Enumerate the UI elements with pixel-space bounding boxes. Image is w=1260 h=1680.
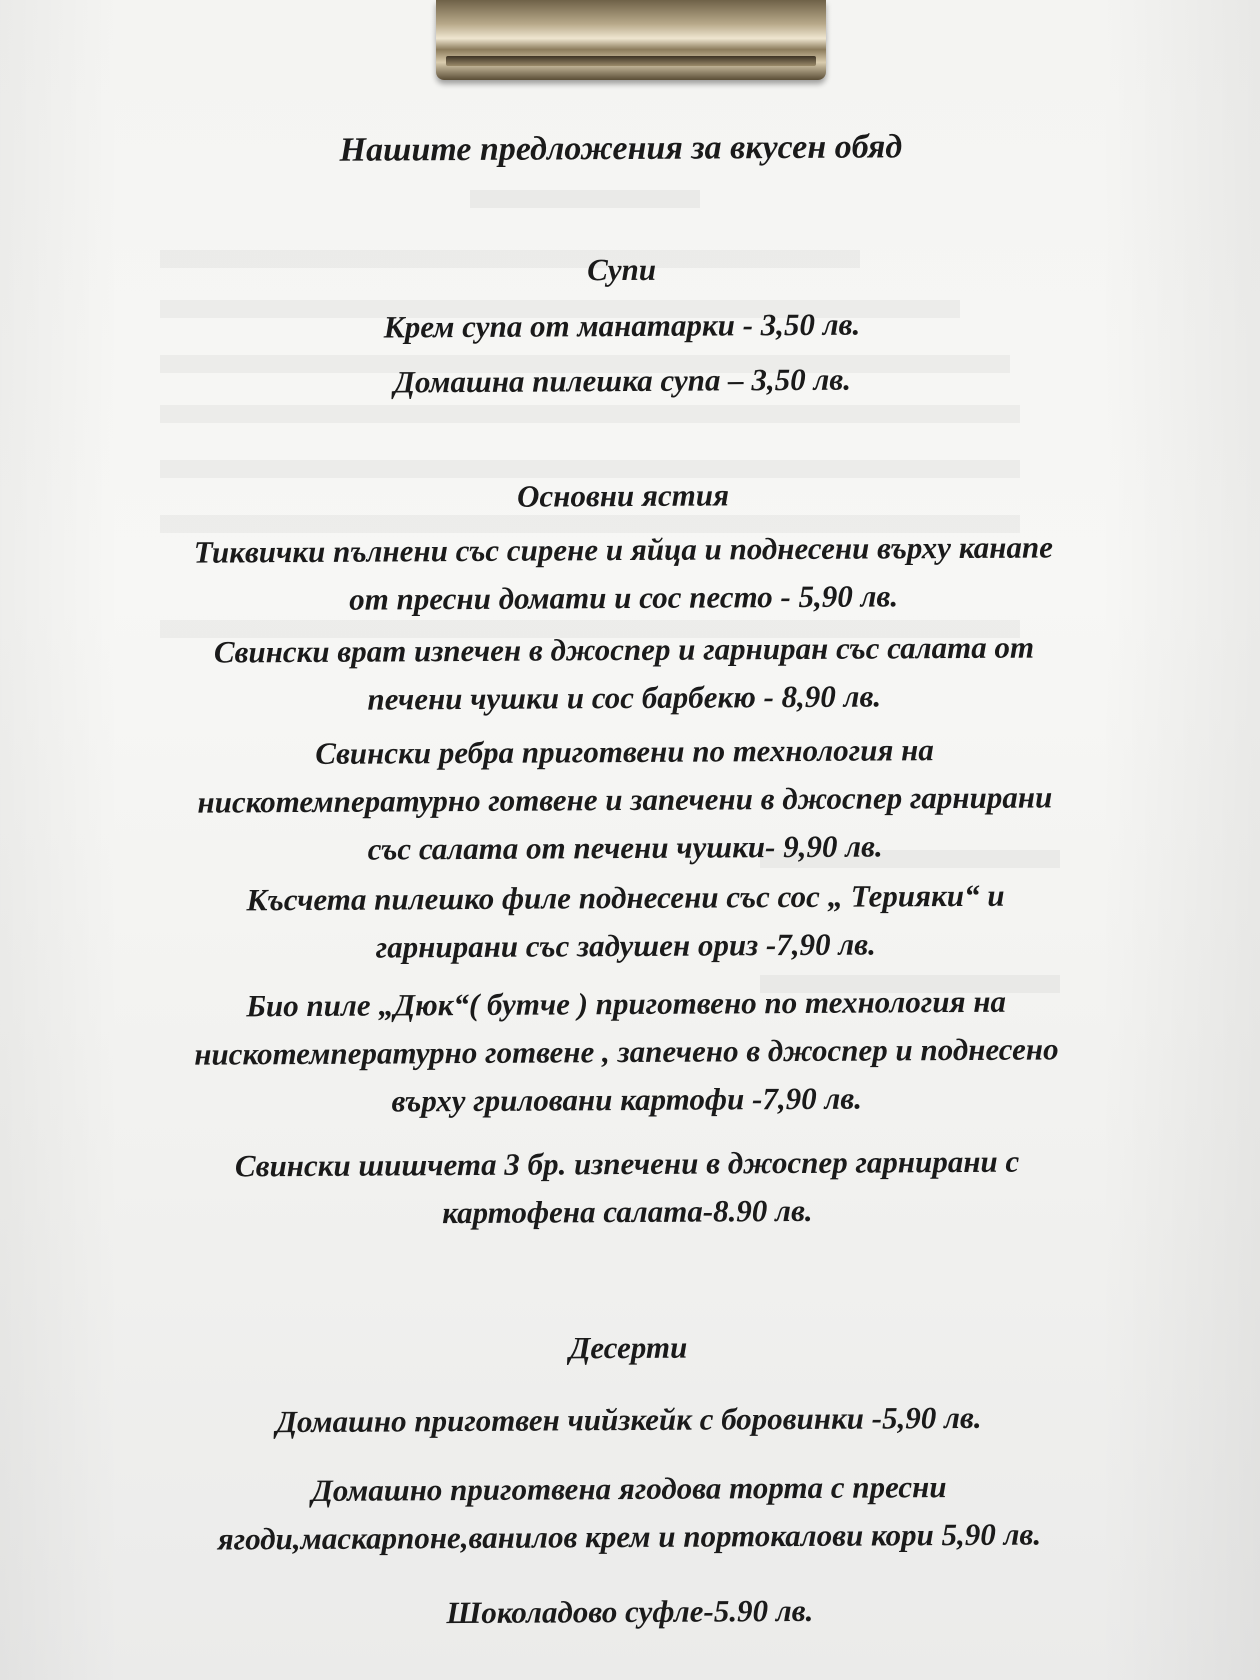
menu-item bbox=[62, 354, 1182, 409]
menu-item bbox=[64, 623, 1185, 726]
menu-item-line: картофена салата-8.90 лв. bbox=[442, 1192, 813, 1231]
section-heading-main-courses: Основни ястия bbox=[516, 477, 730, 514]
menu-item bbox=[66, 977, 1187, 1128]
menu-item bbox=[69, 1393, 1189, 1448]
bleed-through-mark bbox=[160, 460, 1020, 478]
menu-item-line: Крем супа от манатарки - 3,50 лв. bbox=[383, 306, 861, 345]
menu-item bbox=[67, 1137, 1188, 1240]
menu-item-line: Тиквички пълнени със сирене и яйца и поднесени върху канапе bbox=[193, 529, 1054, 570]
menu-item-line: нискотемпературно готвене , запечено в джоспер и поднесено bbox=[194, 1031, 1059, 1072]
menu-item-line: Шоколадово суфле-5.90 лв. bbox=[446, 1592, 814, 1631]
section-heading-soups: Супи bbox=[587, 251, 657, 288]
clipboard-clip-edge bbox=[446, 56, 816, 66]
menu-item-line: Домашно приготвена ягодова торта с пресни bbox=[311, 1469, 947, 1508]
menu-item-line: Био пиле „Дюк“( бутче ) приготвено по технология на bbox=[246, 983, 1007, 1024]
menu-item-line: печени чушки и сос барбекю - 8,90 лв. bbox=[367, 678, 882, 717]
menu-item-line: Свински врат изпечен в джоспер и гарниран със салата от bbox=[213, 629, 1035, 670]
menu-item-line: със салата от печени чушки- 9,90 лв. bbox=[367, 828, 883, 867]
menu-item-line: Късчета пилешко филе поднесени със сос „ Терияки“ и bbox=[246, 877, 1005, 918]
clipboard-clip bbox=[436, 0, 826, 80]
bleed-through-mark bbox=[470, 190, 700, 208]
menu-item-line: Домашна пилешка супа – 3,50 лв. bbox=[393, 361, 852, 400]
menu-item-line: от пресни домати и сос песто - 5,90 лв. bbox=[349, 578, 899, 617]
menu-item bbox=[63, 523, 1184, 626]
menu-item bbox=[64, 725, 1185, 876]
bleed-through-mark bbox=[160, 405, 1020, 423]
menu-item bbox=[69, 1462, 1190, 1565]
menu-item bbox=[65, 871, 1186, 974]
menu-item-line: ягоди,маскарпоне,ванилов крем и портокалови кори 5,90 лв. bbox=[217, 1516, 1042, 1557]
menu-title: Нашите предложения за вкусен обяд bbox=[339, 128, 903, 169]
menu-item bbox=[62, 299, 1182, 354]
section-heading-desserts: Десерти bbox=[569, 1329, 688, 1366]
menu-item-line: върху гриловани картофи -7,90 лв. bbox=[391, 1080, 862, 1119]
menu-item-line: нискотемпературно готвене и запечени в джоспер гарнирани bbox=[197, 779, 1053, 820]
menu-item-line: Свински шишчета 3 бр. изпечени в джоспер гарнирани с bbox=[234, 1143, 1020, 1184]
menu-item-line: Свински ребра приготвени по технология на bbox=[315, 732, 934, 771]
menu-item bbox=[70, 1585, 1190, 1640]
menu-item-line: Домашно приготвен чийзкейк с боровинки -5,90 лв. bbox=[275, 1399, 982, 1440]
menu-item-line: гарнирани със задушен ориз -7,90 лв. bbox=[375, 926, 876, 965]
